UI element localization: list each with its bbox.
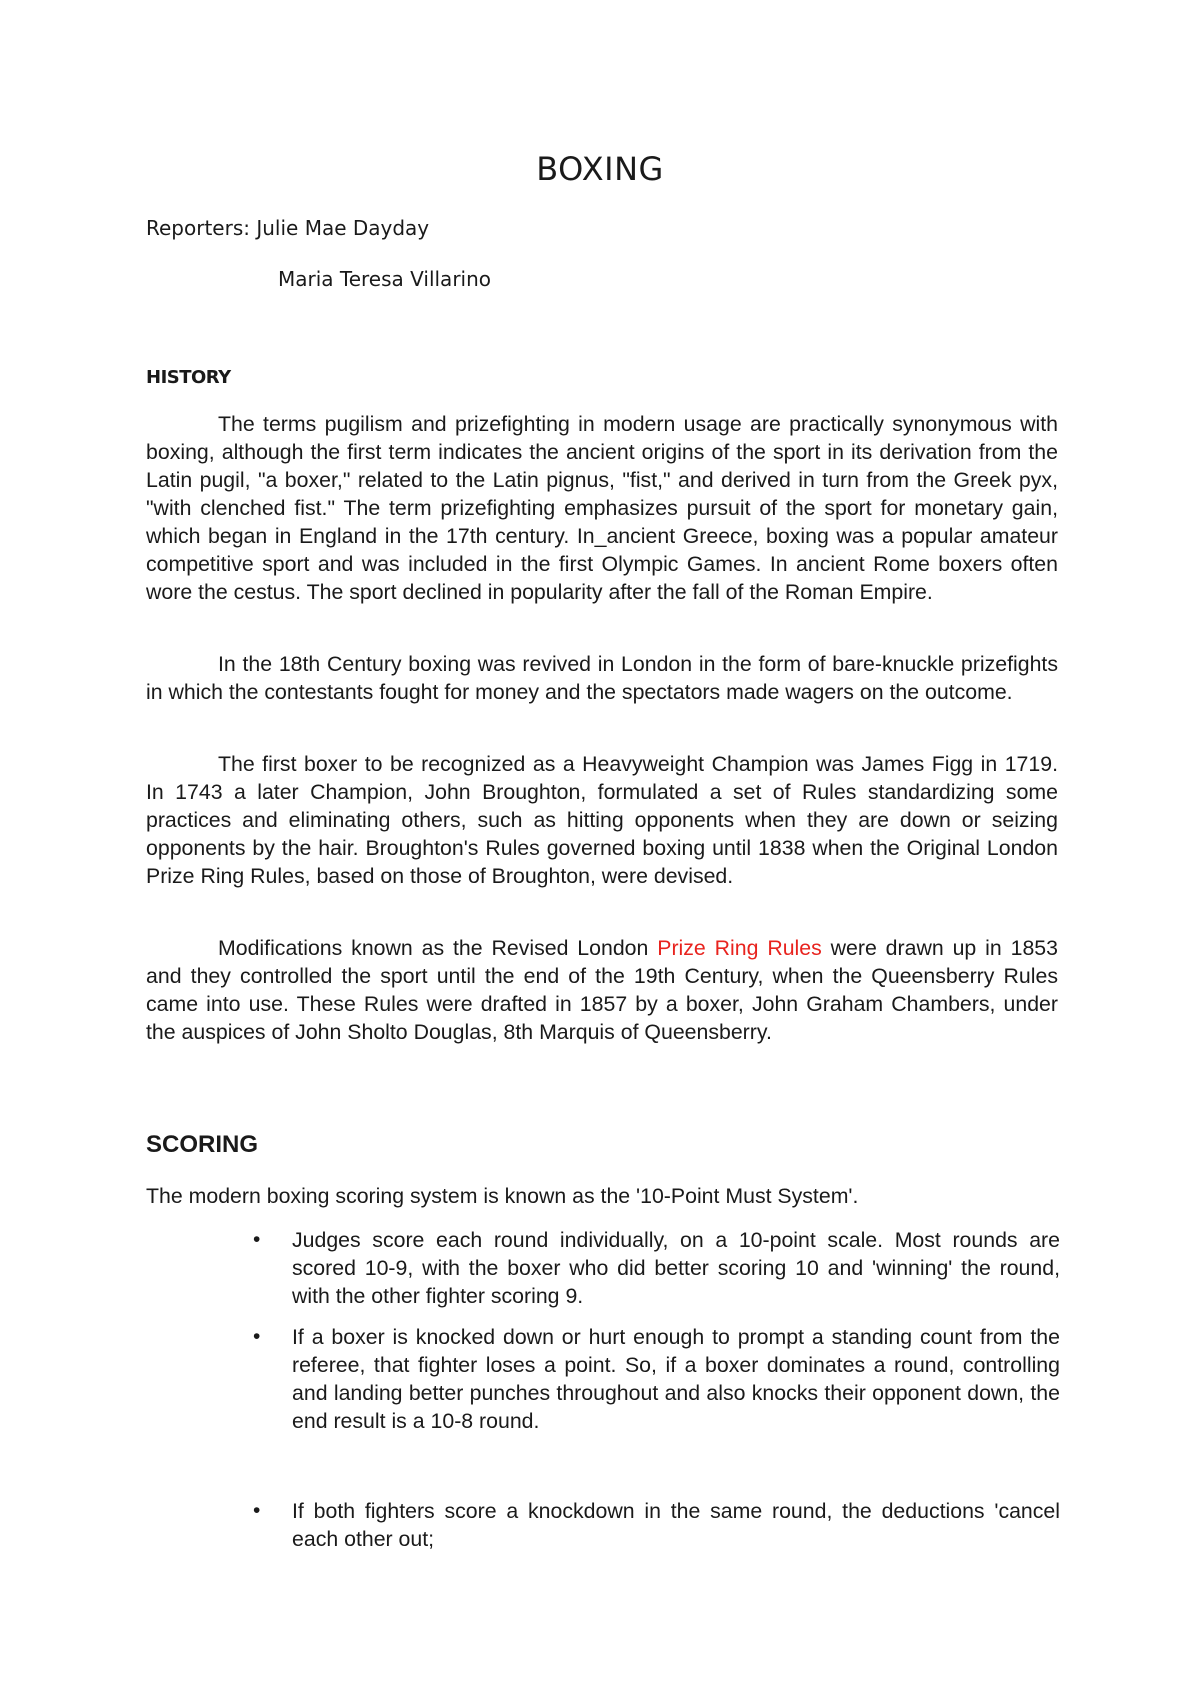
scoring-intro: The modern boxing scoring system is known as the '10-Point Must System'.	[146, 1184, 859, 1208]
history-paragraph-2: In the 18th Century boxing was revived in London in the form of bare-knuckle prizefights in which the contestants fought for money and the spectators made wagers on the outcome.	[146, 652, 1058, 704]
bullet-marker: •	[253, 1325, 261, 1348]
reporters-line: Reporters: Julie Mae Dayday	[146, 216, 430, 240]
scoring-bullet-3: If both fighters score a knockdown in the same round, the deductions 'cancel each other out;	[292, 1499, 1060, 1551]
bullet-marker: •	[253, 1499, 261, 1522]
history-paragraph-1: The terms pugilism and prizefighting in modern usage are practically synonymous with boxing, although the first term indicates the ancient origins of the sport in its derivation from the Latin pugil, "a boxer," related to the Latin pignus, "fist," and derived in turn from the Greek pyx, "with clenched fist." The term prizefighting emphasizes pursuit of the sport for monetary gain, which began in England in the 17th century. In_ancient Greece, boxing was a popular amateur competitive sport and was included in the first Olympic Games. In ancient Rome boxers often wore the cestus. The sport declined in popularity after the fall of the Roman Empire.	[146, 412, 1058, 604]
history-paragraph-3: The first boxer to be recognized as a Heavyweight Champion was James Figg in 1719. In 1743 a later Champion, John Broughton, formulated a set of Rules standardizing some practices and eliminating others, such as hitting opponents when they are down or seizing opponents by the hair. Broughton's Rules governed boxing until 1838 when the Original London Prize Ring Rules, based on those of Broughton, were devised.	[146, 752, 1058, 888]
reporter-name-2: Maria Teresa Villarino	[278, 267, 492, 291]
document-title: BOXING	[536, 150, 664, 188]
history-paragraph-4	[146, 934, 1058, 1046]
paragraph-4-text-before: Modifications known as the Revised London	[218, 936, 658, 960]
bullet-marker: •	[253, 1228, 261, 1251]
scoring-heading: SCORING	[146, 1131, 259, 1158]
prize-ring-rules-highlight: Prize Ring Rules	[657, 936, 822, 960]
paragraph-4-text-after: were drawn up in 1853 and they controlled the sport until the end of the 19th Century, when the Queensberry Rules came into use. These Rules were drafted in 1857 by a boxer, John Graham Chambers, under the auspices of John Sholto Douglas, 8th Marquis of Queensberry.	[146, 936, 1058, 1044]
scoring-bullet-1: Judges score each round individually, on a 10-point scale. Most rounds are scored 10-9, with the boxer who did better scoring 10 and 'winning' the round, with the other fighter scoring 9.	[292, 1228, 1060, 1308]
scoring-bullet-2: If a boxer is knocked down or hurt enough to prompt a standing count from the referee, that fighter loses a point. So, if a boxer dominates a round, controlling and landing better punches throughout and also knocks their opponent down, the end result is a 10-8 round.	[292, 1325, 1060, 1433]
history-heading: HISTORY	[146, 367, 231, 388]
